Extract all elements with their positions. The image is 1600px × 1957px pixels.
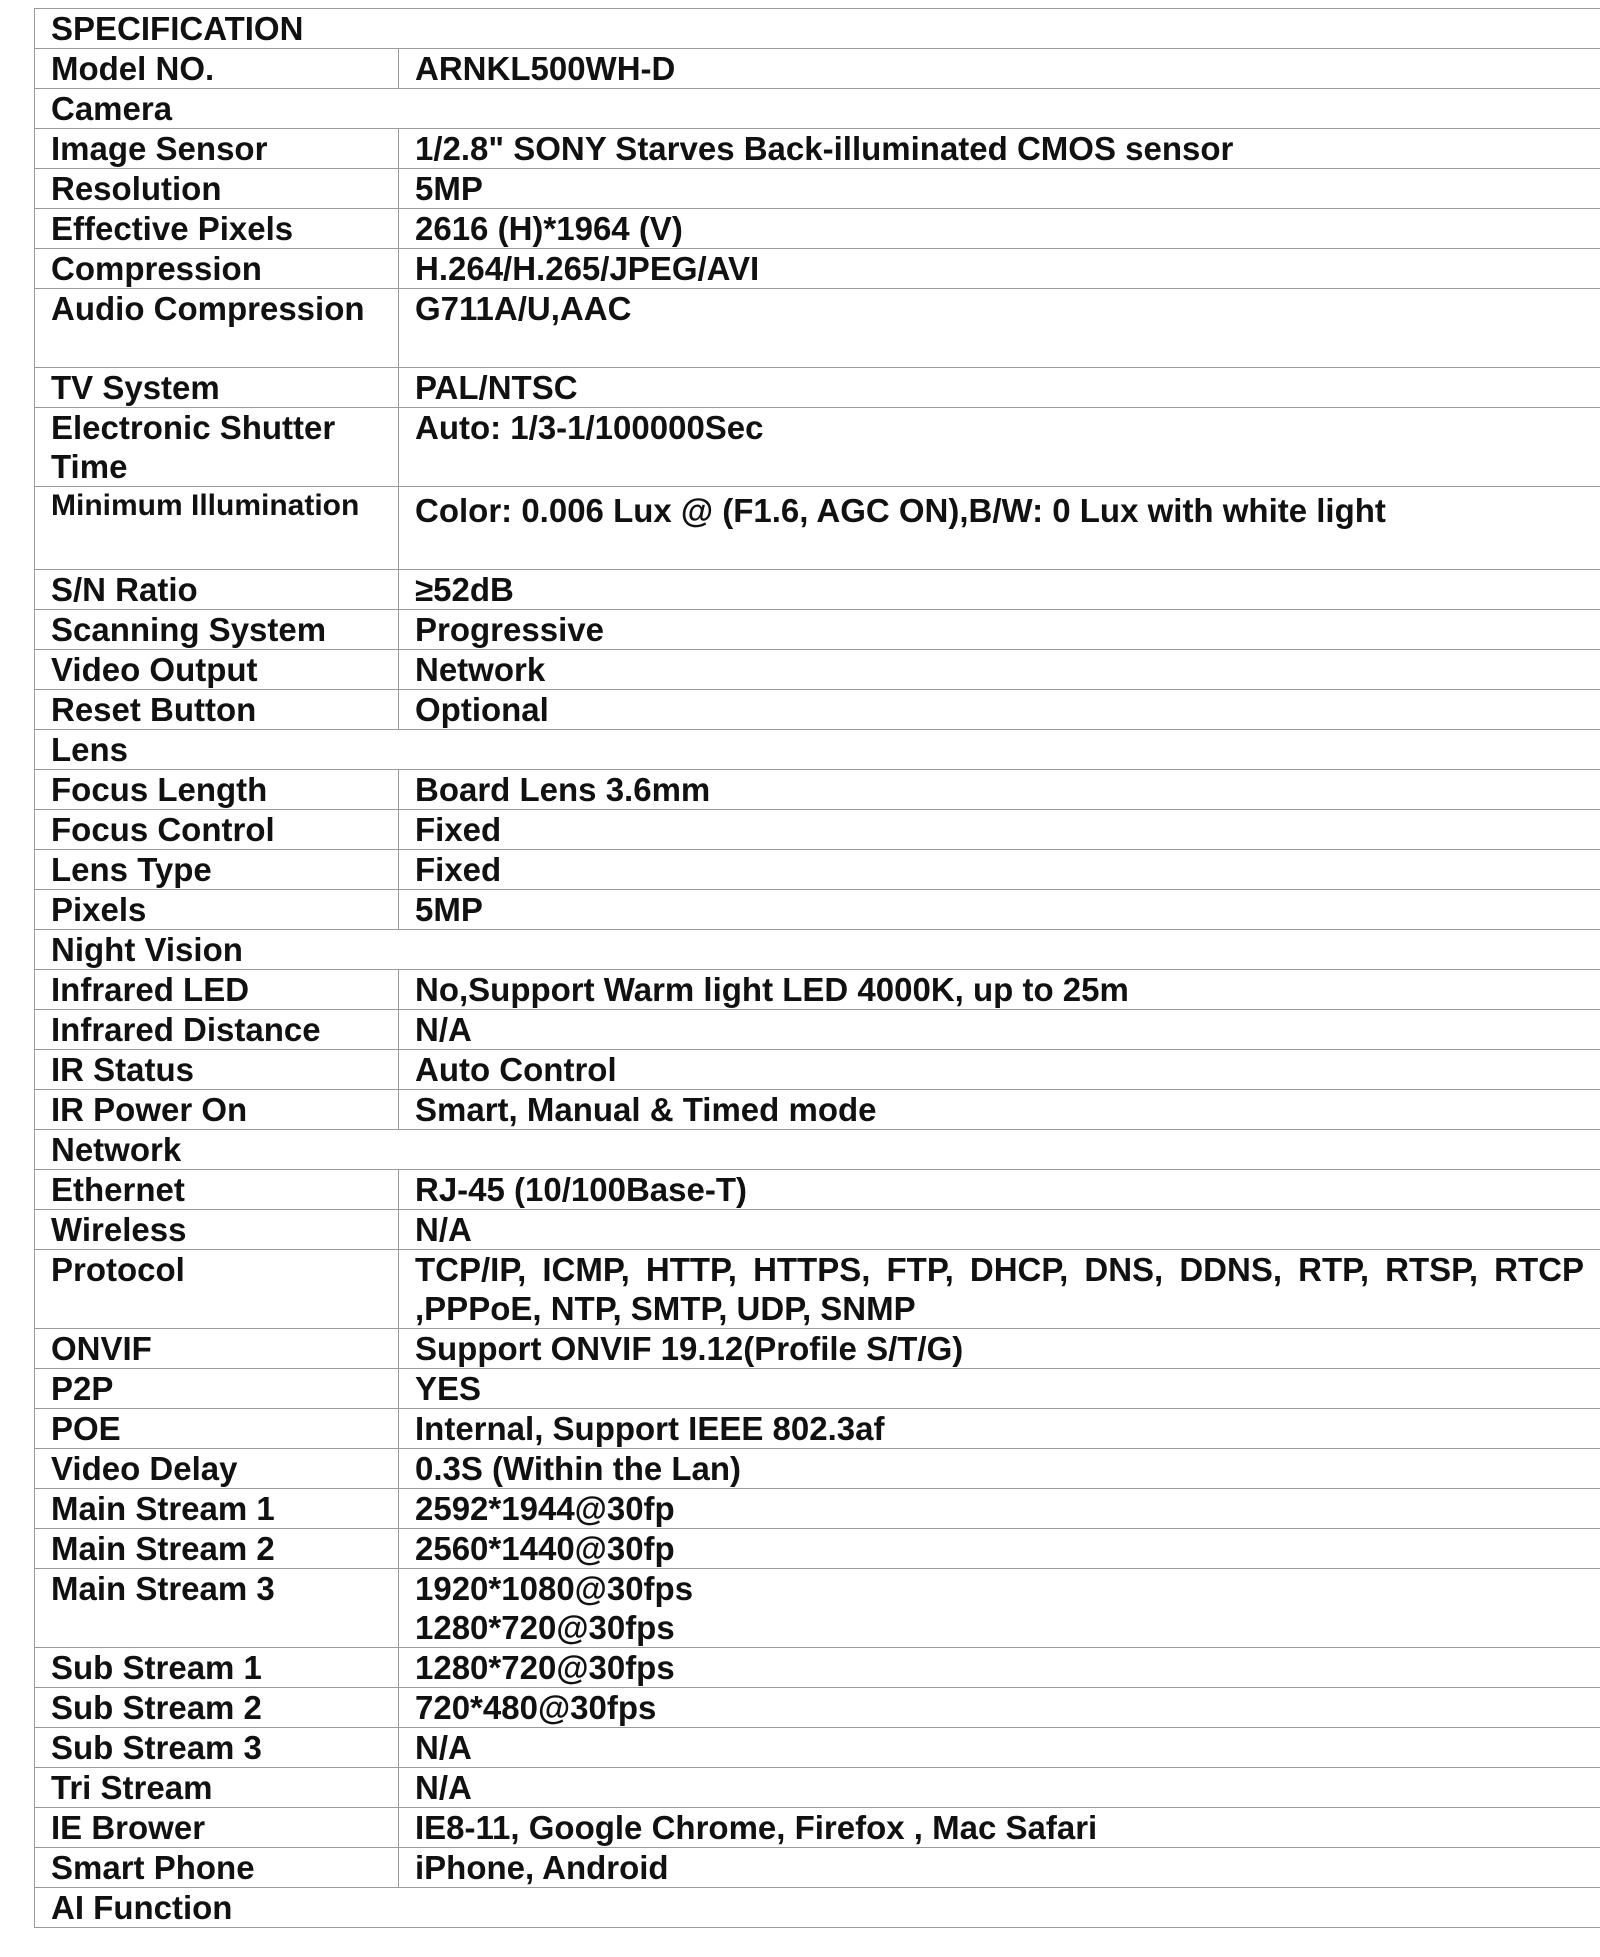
section-heading: Camera [35,89,1600,129]
table-row [35,487,1600,570]
table-row [35,970,1600,1010]
row-value: Optional [399,690,1600,730]
row-value: iPhone, Android [399,1848,1600,1888]
section-heading: Lens [35,730,1600,770]
table-row [35,650,1600,690]
row-label: Sub Stream 3 [35,1728,399,1768]
row-label: Audio Compression [35,289,399,368]
row-value: G711A/U,AAC [399,289,1600,368]
table-row [35,1848,1600,1888]
title-row [35,9,1600,49]
table-row [35,570,1600,610]
row-value [399,1569,1600,1648]
table-row [35,289,1600,368]
row-label: Pixels [35,890,399,930]
table-row [35,169,1600,209]
table-row [35,1728,1600,1768]
table-row [35,610,1600,650]
row-value: TCP/IP, ICMP, HTTP, HTTPS, FTP, DHCP, DNS, DDNS, RTP, RTSP, RTCP ,PPPoE, NTP, SMTP, UDP, SNMP [399,1250,1600,1329]
row-label: Ethernet [35,1170,399,1210]
row-label: Video Delay [35,1449,399,1489]
row-label: Compression [35,249,399,289]
row-value: YES [399,1369,1600,1409]
row-value: N/A [399,1728,1600,1768]
row-label: Focus Control [35,810,399,850]
row-label: Reset Button [35,690,399,730]
row-label: Main Stream 2 [35,1529,399,1569]
section-row-network [35,1130,1600,1170]
table-row [35,1768,1600,1808]
row-label: Sub Stream 2 [35,1688,399,1728]
row-label: Video Output [35,650,399,690]
row-label: Protocol [35,1250,399,1329]
table-row [35,1409,1600,1449]
table-row [35,1489,1600,1529]
table-row [35,1170,1600,1210]
row-value: Smart, Manual & Timed mode [399,1090,1600,1130]
section-heading: Network [35,1130,1600,1170]
row-label: TV System [35,368,399,408]
row-label: IR Status [35,1050,399,1090]
row-value: Auto: 1/3-1/100000Sec [399,408,1600,487]
row-value: 1/2.8" SONY Starves Back-illuminated CMOS sensor [399,129,1600,169]
row-label: Resolution [35,169,399,209]
section-row-ai-function [35,1888,1600,1928]
row-label: P2P [35,1369,399,1409]
table-row [35,1808,1600,1848]
row-value: Color: 0.006 Lux @ (F1.6, AGC ON),B/W: 0 Lux with white light [399,487,1600,570]
row-value: 1280*720@30fps [399,1648,1600,1688]
table-row [35,1050,1600,1090]
row-value: Network [399,650,1600,690]
model-label: Model NO. [35,49,399,89]
section-row-camera [35,89,1600,129]
row-value: ≥52dB [399,570,1600,610]
table-row [35,1329,1600,1369]
spec-table [34,8,1600,1928]
row-value: Progressive [399,610,1600,650]
section-row-night-vision [35,930,1600,970]
table-row [35,1569,1600,1648]
table-row [35,810,1600,850]
row-value: 0.3S (Within the Lan) [399,1449,1600,1489]
section-row-lens [35,730,1600,770]
table-row [35,249,1600,289]
table-row [35,408,1600,487]
row-value: IE8-11, Google Chrome, Firefox , Mac Safari [399,1808,1600,1848]
row-label: Infrared Distance [35,1010,399,1050]
table-row [35,1529,1600,1569]
row-value: Internal, Support IEEE 802.3af [399,1409,1600,1449]
row-label: Tri Stream [35,1768,399,1808]
row-label: Minimum Illumination [35,487,399,570]
row-label: Focus Length [35,770,399,810]
row-label: Smart Phone [35,1848,399,1888]
row-value: N/A [399,1768,1600,1808]
row-value: No,Support Warm light LED 4000K, up to 25m [399,970,1600,1010]
table-row [35,1090,1600,1130]
table-row [35,1250,1600,1329]
row-label: ONVIF [35,1329,399,1369]
row-label: POE [35,1409,399,1449]
row-value: Fixed [399,850,1600,890]
row-label: IE Brower [35,1808,399,1848]
table-row [35,690,1600,730]
row-label: S/N Ratio [35,570,399,610]
row-label: Electronic Shutter Time [35,408,399,487]
spec-title: SPECIFICATION [35,9,1600,49]
table-row [35,209,1600,249]
row-value: N/A [399,1210,1600,1250]
row-value: PAL/NTSC [399,368,1600,408]
row-label: Sub Stream 1 [35,1648,399,1688]
row-value: 2616 (H)*1964 (V) [399,209,1600,249]
row-value-text: 1920*1080@30fps 1280*720@30fps [415,1570,694,1646]
row-label: Lens Type [35,850,399,890]
row-label: Main Stream 1 [35,1489,399,1529]
section-heading: Night Vision [35,930,1600,970]
row-value: 2592*1944@30fp [399,1489,1600,1529]
table-row [35,1210,1600,1250]
row-label: Wireless [35,1210,399,1250]
table-row [35,368,1600,408]
row-label: Scanning System [35,610,399,650]
table-row [35,850,1600,890]
table-row [35,890,1600,930]
row-value: 2560*1440@30fp [399,1529,1600,1569]
row-value: 5MP [399,890,1600,930]
row-label: Infrared LED [35,970,399,1010]
row-label: Image Sensor [35,129,399,169]
row-value: Fixed [399,810,1600,850]
row-value: H.264/H.265/JPEG/AVI [399,249,1600,289]
row-value: Auto Control [399,1050,1600,1090]
spec-sheet [34,8,1600,1928]
row-value: N/A [399,1010,1600,1050]
row-value: RJ-45 (10/100Base-T) [399,1170,1600,1210]
table-row [35,1648,1600,1688]
table-row [35,1010,1600,1050]
section-heading: AI Function [35,1888,1600,1928]
table-row [35,1449,1600,1489]
row-value: Support ONVIF 19.12(Profile S/T/G) [399,1329,1600,1369]
row-value: 5MP [399,169,1600,209]
table-row [35,49,1600,89]
row-value: Board Lens 3.6mm [399,770,1600,810]
row-value: 720*480@30fps [399,1688,1600,1728]
row-label: IR Power On [35,1090,399,1130]
table-row [35,770,1600,810]
table-row [35,129,1600,169]
row-label: Effective Pixels [35,209,399,249]
model-value: ARNKL500WH-D [399,49,1600,89]
table-row [35,1688,1600,1728]
row-label: Main Stream 3 [35,1569,399,1648]
table-row [35,1369,1600,1409]
